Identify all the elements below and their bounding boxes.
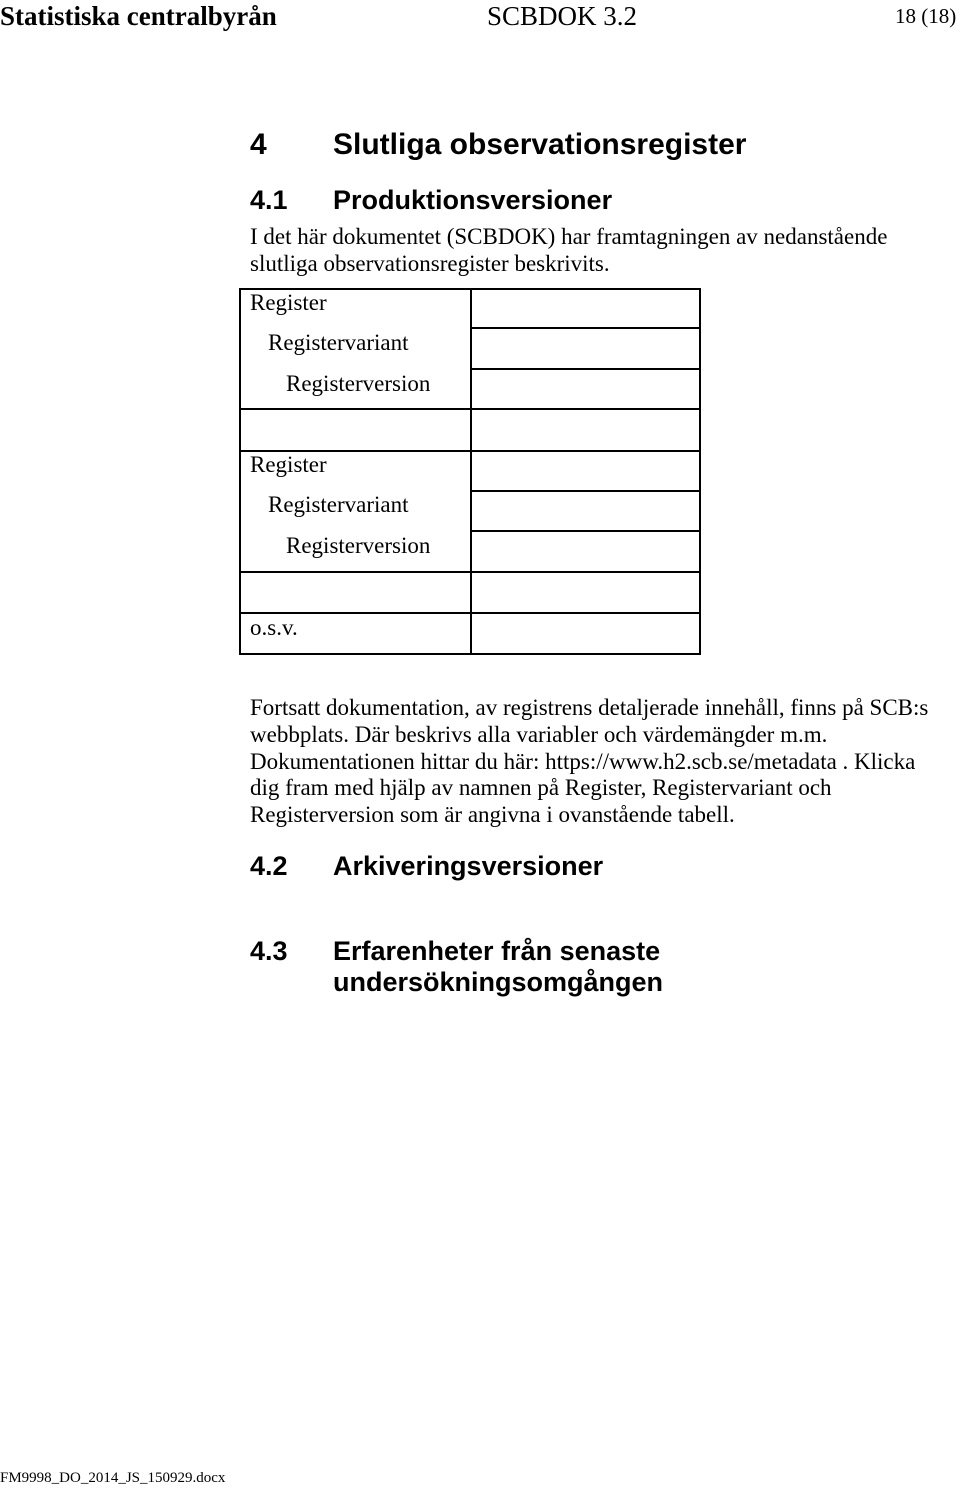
table-cell-empty <box>470 327 701 370</box>
metadata-link[interactable]: https://www.h2.scb.se/metadata <box>545 749 837 774</box>
table-cell-empty <box>470 288 701 329</box>
header-organization: Statistiska centralbyrån <box>0 1 277 31</box>
register-label: Register <box>250 290 327 315</box>
continuation-label: o.s.v. <box>250 615 298 640</box>
register-version-label: Registerversion <box>286 533 431 558</box>
heading-section-4-2 <box>0 850 960 882</box>
table-cell-empty <box>470 612 701 655</box>
intro-line: slutliga observationsregister beskrivits. <box>250 251 610 276</box>
section-title <box>333 936 663 998</box>
intro-line: I det här dokumentet (SCBDOK) har framtagningen av nedanstående <box>250 224 888 249</box>
note-line-with-link <box>250 748 915 775</box>
footer-filename: FM9998_DO_2014_JS_150929.docx <box>0 1470 226 1486</box>
register-label: Register <box>250 452 327 477</box>
heading-section-4 <box>0 127 960 163</box>
table-cell-register-group <box>239 450 472 573</box>
table-cell-register-group <box>239 288 472 410</box>
section-title-line: Erfarenheter från senaste <box>333 936 661 966</box>
section-title: Arkiveringsversioner <box>333 851 604 881</box>
heading-section-4-1 <box>0 184 960 216</box>
note-line: Registerversion som är angivna i ovanstående tabell. <box>250 802 735 827</box>
section-title-line: undersökningsomgången <box>333 967 664 997</box>
register-version-label: Registerversion <box>286 371 431 396</box>
section-number: 4.1 <box>250 185 288 215</box>
header-document-id: SCBDOK 3.2 <box>487 1 638 31</box>
section-title: Slutliga observationsregister <box>333 128 747 161</box>
note-line: webbplats. Där beskrivs alla variabler och värdemängder m.m. <box>250 722 828 747</box>
register-variant-label: Registervariant <box>268 330 409 355</box>
header-page-number: 18 (18) <box>895 4 957 28</box>
section-number: 4.3 <box>250 936 288 966</box>
note-line: Fortsatt dokumentation, av registrens detaljerade innehåll, finns på SCB:s <box>250 695 929 720</box>
section-title: Produktionsversioner <box>333 185 613 215</box>
table-cell-empty <box>239 408 472 452</box>
table-cell-empty <box>470 490 701 532</box>
table-cell-empty <box>470 408 701 452</box>
table-cell-empty <box>239 571 472 614</box>
section-number: 4.2 <box>250 851 288 881</box>
note-line-suffix: . Klicka <box>836 749 916 774</box>
table-cell-empty <box>470 571 701 614</box>
note-line: dig fram med hjälp av namnen på Register, Registervariant och <box>250 775 832 800</box>
heading-section-4-3 <box>0 936 960 998</box>
section-number: 4 <box>250 128 267 161</box>
note-line-text: Dokumentationen hittar du här: <box>250 749 546 774</box>
table-cell-empty <box>470 368 701 410</box>
table-cell-continuation <box>239 612 472 655</box>
table-cell-empty <box>470 450 701 492</box>
register-variant-label: Registervariant <box>268 492 409 517</box>
table-cell-empty <box>470 530 701 573</box>
